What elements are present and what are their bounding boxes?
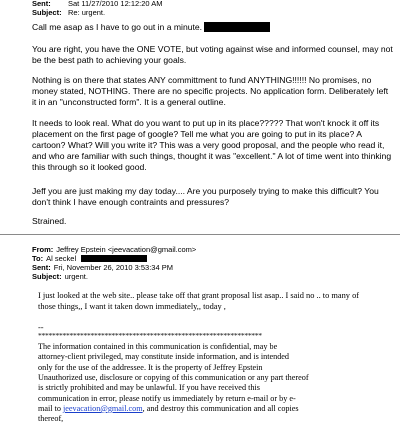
to-value: Al seckel [46, 254, 77, 263]
subject-row [32, 8, 105, 17]
disclaimer-paragraph-1: The information contained in this communication is confidential, may be attorney-client privileged, may constitute inside information, and is intended only for the use of the addressee. It is the property of Jeffrey Epstein [38, 342, 290, 372]
disclaimer-paragraph-2: Unauthorized use, disclosure or copying of this communication or any part thereof is strictly prohibited and may be unlawful. If you have received this communication in error, please notify us immediately by return e-mail or by e-mail to jeevacation@gmail.com, and destroy this communication and all copies thereof, [38, 373, 309, 424]
sent-label-2: Sent: [32, 263, 51, 272]
email-link[interactable]: jeevacation@gmail.com [63, 403, 143, 413]
to-row [32, 254, 147, 263]
sent-row-2 [32, 263, 173, 272]
subject-value: Re: urgent. [68, 8, 106, 17]
star-separator: **************************************************************** [38, 331, 262, 340]
signature-dashes: -- [38, 323, 44, 332]
needs-paragraph: It needs to look real. What do you want to put up in its place????? That won't knock it off its placement on the first page of google? Tell me what you are going to put in its place? A cartoon? What? Will you write it? This was a very good proposal, and the people who read it, and who are familiar with such things, thought it was "excellent." A lot of time went into thinking this through so it looked good. [32, 118, 392, 172]
sent-label: Sent: [32, 0, 51, 8]
nothing-paragraph: Nothing is on there that states ANY committment to fund ANYTHING!!!!!! No promises, no money stated, NOTHING. There are no specific projects. No application form. Deliberately left it in an "unconstructed form". It is a general outline. [32, 75, 389, 107]
from-row [32, 245, 196, 254]
subject-label: Subject: [32, 8, 62, 17]
sent-row [32, 0, 163, 8]
jeff-paragraph: Jeff you are just making my day today.... Are you purposely trying to make this difficult? You don't think I have enough contraints and pressures? [32, 186, 379, 207]
from-label: From: [32, 245, 54, 254]
vote-paragraph: You are right, you have the ONE VOTE, but voting against wise and informed counsel, may not be the best path to achieving your goals. [32, 44, 393, 65]
sent-value-2: Fri, November 26, 2010 3:53:34 PM [53, 263, 173, 272]
message-divider [0, 234, 400, 235]
subject-label-2: Subject: [32, 272, 62, 281]
strained-line: Strained. [32, 216, 67, 226]
redaction-box [204, 22, 270, 32]
subject-value-2: urgent. [64, 272, 88, 281]
from-value: Jeffrey Epstein <jeevacation@gmail.com> [56, 245, 197, 254]
subject-row-2 [32, 272, 88, 281]
redaction-box [81, 255, 147, 262]
body-paragraph: I just looked at the web site.. please take off that grant proposal list asap.. I said no .. to many of those things,, I want it taken down immediately,, today , [38, 291, 360, 311]
to-label: To: [32, 254, 44, 263]
call-line: Call me asap as I have to go out in a minute. [32, 22, 394, 33]
sent-value: Sat 11/27/2010 12:12:20 AM [68, 0, 163, 8]
